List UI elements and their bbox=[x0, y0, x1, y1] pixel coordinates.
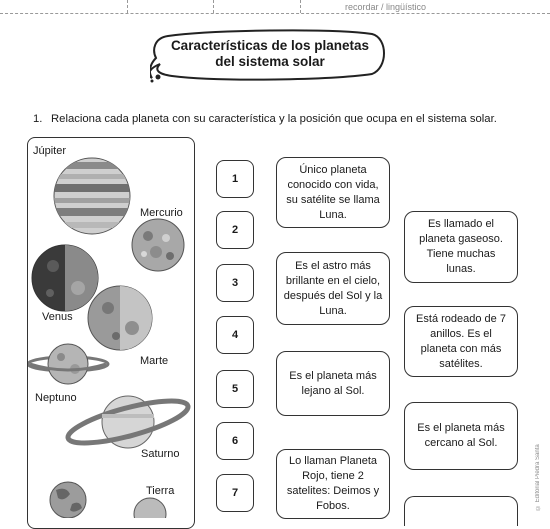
saturn-icon bbox=[64, 392, 191, 451]
planet-label-mars: Marte bbox=[140, 355, 169, 367]
header-divider bbox=[127, 0, 128, 13]
title-line-1: Características de los planetas bbox=[170, 38, 370, 53]
characteristic-card[interactable]: Único planeta conocido con vida, su satélite se llama Luna. bbox=[276, 157, 390, 228]
instruction-number: 1. bbox=[33, 113, 43, 125]
page-title bbox=[150, 38, 390, 70]
characteristic-card[interactable]: Lo llaman Planeta Rojo, tiene 2 satelites: Deimos y Fobos. bbox=[276, 449, 390, 519]
planet-icon bbox=[134, 498, 166, 518]
characteristic-card[interactable]: Es el astro más brillante en el cielo, después del Sol y la Luna. bbox=[276, 252, 390, 325]
venus-icon bbox=[32, 243, 101, 313]
neptune-icon bbox=[28, 344, 108, 384]
earth-icon bbox=[50, 482, 86, 518]
characteristic-card[interactable]: Está rodeado de 7 anillos. Es el planeta con más satélites. bbox=[404, 306, 518, 377]
mercury-icon bbox=[132, 219, 184, 271]
planet-label-neptune: Neptuno bbox=[35, 392, 77, 404]
position-box-6[interactable]: 6 bbox=[216, 422, 254, 460]
position-box-7[interactable]: 7 bbox=[216, 474, 254, 512]
position-box-5[interactable]: 5 bbox=[216, 370, 254, 408]
jupiter-icon bbox=[48, 158, 138, 234]
planet-label-venus: Venus bbox=[42, 311, 73, 323]
header-divider bbox=[300, 0, 301, 13]
planet-label-jupiter: Júpiter bbox=[33, 145, 67, 157]
characteristic-card-partial[interactable] bbox=[404, 496, 518, 526]
planet-label-saturn: Saturno bbox=[141, 448, 180, 460]
instruction-text: Relaciona cada planeta con su característica y la posición que ocupa en el sistema solar. bbox=[51, 113, 497, 125]
planet-label-mercury: Mercurio bbox=[140, 207, 183, 219]
characteristic-card[interactable]: Es llamado el planeta gaseoso. Tiene muchas lunas. bbox=[404, 211, 518, 283]
characteristic-card[interactable]: Es el planeta más lejano al Sol. bbox=[276, 351, 390, 416]
position-box-2[interactable]: 2 bbox=[216, 211, 254, 249]
position-box-4[interactable]: 4 bbox=[216, 316, 254, 354]
planet-illustrations bbox=[28, 138, 192, 518]
title-bubble bbox=[150, 28, 390, 84]
copyright: © Editorial Piedra Santa bbox=[535, 444, 541, 510]
title-line-2: del sistema solar bbox=[215, 54, 325, 69]
position-box-3[interactable]: 3 bbox=[216, 264, 254, 302]
characteristic-card[interactable]: Es el planeta más cercano al Sol. bbox=[404, 402, 518, 470]
instruction bbox=[33, 113, 497, 125]
position-box-1[interactable]: 1 bbox=[216, 160, 254, 198]
header-hint: recordar / lingüístico bbox=[345, 2, 427, 12]
header-dashed-line bbox=[0, 13, 550, 14]
header-divider bbox=[213, 0, 214, 13]
planet-label-earth: Tierra bbox=[146, 485, 175, 497]
mars-icon bbox=[88, 284, 154, 354]
